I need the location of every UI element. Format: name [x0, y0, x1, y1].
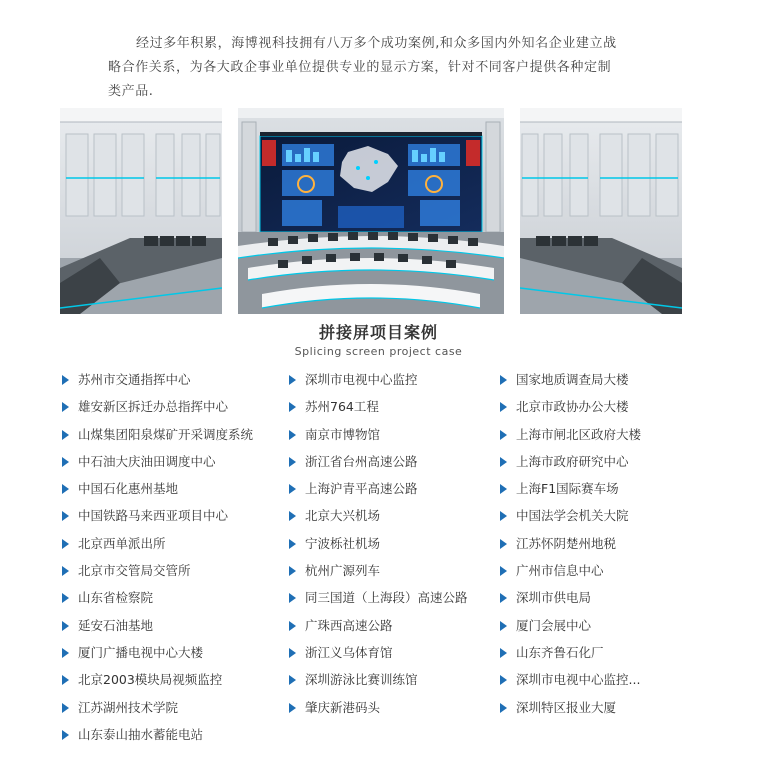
case-name: 深圳市供电局: [516, 590, 592, 606]
triangle-bullet-icon: [62, 457, 69, 467]
triangle-bullet-icon: [289, 593, 296, 603]
case-list-item: [287, 694, 501, 721]
case-list-item: [287, 421, 501, 448]
triangle-bullet-icon: [289, 621, 296, 631]
case-name: 北京市交管局交管所: [78, 563, 191, 579]
case-list-item: [498, 694, 688, 721]
triangle-bullet-icon: [289, 703, 296, 713]
case-list-item: [287, 584, 501, 611]
triangle-bullet-icon: [62, 593, 69, 603]
case-list-column-2: [287, 366, 501, 721]
case-name: 山东省检察院: [78, 590, 154, 606]
triangle-bullet-icon: [62, 703, 69, 713]
case-list-item: [60, 421, 288, 448]
triangle-bullet-icon: [289, 539, 296, 549]
case-list-item: [498, 502, 688, 529]
triangle-bullet-icon: [289, 375, 296, 385]
case-list-item: [60, 393, 288, 420]
case-name: 北京大兴机场: [305, 508, 381, 524]
triangle-bullet-icon: [62, 484, 69, 494]
case-list-item: [287, 666, 501, 693]
triangle-bullet-icon: [500, 457, 507, 467]
case-name: 上海市政府研究中心: [516, 453, 629, 469]
case-name: 中国法学会机关大院: [516, 508, 629, 524]
case-list-item: [60, 557, 288, 584]
intro-line: 类产品.: [108, 84, 154, 99]
case-list-item: [287, 393, 501, 420]
triangle-bullet-icon: [500, 511, 507, 521]
triangle-bullet-icon: [62, 375, 69, 385]
case-name: 南京市博物馆: [305, 426, 381, 442]
case-name: 延安石油基地: [78, 617, 154, 633]
triangle-bullet-icon: [289, 648, 296, 658]
case-name: 苏州764工程: [305, 399, 379, 415]
case-list-item: [287, 502, 501, 529]
case-list-item: [60, 502, 288, 529]
case-list-item: [60, 694, 288, 721]
control-room-photo-right: [520, 108, 682, 314]
case-name: 山煤集团阳泉煤矿开采调度系统: [78, 426, 254, 442]
case-list-item: [498, 366, 688, 393]
case-list-item: [60, 639, 288, 666]
triangle-bullet-icon: [289, 402, 296, 412]
case-name: 宁波栎社机场: [305, 535, 381, 551]
case-name: 深圳特区报业大厦: [516, 699, 617, 715]
triangle-bullet-icon: [289, 566, 296, 576]
triangle-bullet-icon: [500, 539, 507, 549]
intro-line: 经过多年积累，海博视科技拥有八万多个成功案例,和众多国内外知名企业建立战: [136, 36, 617, 51]
case-list-item: [287, 612, 501, 639]
case-list-item: [60, 475, 288, 502]
case-list-item: [498, 584, 688, 611]
case-list-item: [287, 475, 501, 502]
case-name: 杭州广源列车: [305, 563, 381, 579]
case-list-item: [287, 448, 501, 475]
case-list-item: [60, 530, 288, 557]
case-name: 中国铁路马来西亚项目中心: [78, 508, 229, 524]
case-name: 苏州市交通指挥中心: [78, 372, 191, 387]
triangle-bullet-icon: [500, 375, 507, 385]
case-list-item: [287, 530, 501, 557]
triangle-bullet-icon: [62, 402, 69, 412]
triangle-bullet-icon: [500, 566, 507, 576]
case-name: 深圳市电视中心监控...: [516, 672, 641, 688]
triangle-bullet-icon: [289, 511, 296, 521]
triangle-bullet-icon: [62, 511, 69, 521]
case-name: 浙江义乌体育馆: [305, 644, 393, 660]
triangle-bullet-icon: [500, 430, 507, 440]
case-name: 中石油大庆油田调度中心: [78, 453, 216, 469]
triangle-bullet-icon: [289, 457, 296, 467]
case-list-item: [498, 393, 688, 420]
triangle-bullet-icon: [500, 675, 507, 685]
case-name: 山东泰山抽水蓄能电站: [78, 726, 204, 742]
case-list-item: [498, 448, 688, 475]
case-name: 肇庆新港码头: [305, 699, 381, 715]
triangle-bullet-icon: [289, 484, 296, 494]
case-list-item: [498, 639, 688, 666]
triangle-bullet-icon: [62, 621, 69, 631]
case-name: 广珠西高速公路: [305, 617, 393, 633]
case-list-item: [60, 666, 288, 693]
case-name: 上海F1国际赛车场: [516, 481, 619, 497]
case-list-item: [498, 475, 688, 502]
case-list-item: [60, 584, 288, 611]
case-name: 厦门会展中心: [516, 617, 592, 633]
control-room-photo-main: [238, 108, 504, 314]
intro-line: 略合作关系，为各大政企事业单位提供专业的显示方案，针对不同客户提供各种定制: [108, 60, 612, 75]
case-name: 上海市闸北区政府大楼: [516, 426, 642, 442]
triangle-bullet-icon: [500, 621, 507, 631]
case-list-item: [60, 612, 288, 639]
case-list-item: [498, 666, 688, 693]
control-room-photo-left: [60, 108, 222, 314]
triangle-bullet-icon: [62, 539, 69, 549]
case-name: 深圳游泳比赛训练馆: [305, 672, 418, 688]
case-name: 同三国道（上海段）高速公路: [305, 590, 468, 606]
triangle-bullet-icon: [62, 430, 69, 440]
case-name: 江苏湖州技术学院: [78, 699, 179, 715]
case-list-item: [498, 612, 688, 639]
case-name: 北京西单派出所: [78, 535, 166, 551]
triangle-bullet-icon: [500, 402, 507, 412]
triangle-bullet-icon: [62, 675, 69, 685]
case-name: 广州市信息中心: [516, 563, 604, 579]
case-list-item: [60, 366, 288, 393]
case-name: 江苏怀阴楚州地税: [516, 535, 617, 551]
case-name: 国家地质调查局大楼: [516, 372, 629, 387]
section-subtitle: Splicing screen project case: [294, 345, 463, 358]
case-list-column-1: [60, 366, 288, 748]
case-list-item: [287, 639, 501, 666]
triangle-bullet-icon: [289, 430, 296, 440]
case-name: 厦门广播电视中心大楼: [78, 644, 204, 660]
case-name: 山东齐鲁石化厂: [516, 644, 604, 660]
case-name: 上海沪青平高速公路: [305, 481, 418, 497]
case-list-item: [60, 721, 288, 748]
case-list-item: [60, 448, 288, 475]
case-name: 北京市政协办公大楼: [516, 399, 629, 415]
case-name: 雄安新区拆迁办总指挥中心: [78, 399, 229, 415]
triangle-bullet-icon: [500, 703, 507, 713]
case-name: 深圳市电视中心监控: [305, 372, 418, 387]
triangle-bullet-icon: [62, 730, 69, 740]
case-list-item: [498, 557, 688, 584]
case-name: 北京2003模块局视频监控: [78, 672, 223, 688]
case-list-item: [287, 557, 501, 584]
case-name: 浙江省台州高速公路: [305, 453, 418, 469]
case-list-column-3: [498, 366, 688, 721]
triangle-bullet-icon: [500, 648, 507, 658]
triangle-bullet-icon: [62, 648, 69, 658]
case-list-item: [498, 530, 688, 557]
triangle-bullet-icon: [289, 675, 296, 685]
triangle-bullet-icon: [500, 484, 507, 494]
case-list-item: [498, 421, 688, 448]
triangle-bullet-icon: [62, 566, 69, 576]
control-room-photos: [60, 108, 682, 314]
case-name: 中国石化惠州基地: [78, 481, 179, 497]
triangle-bullet-icon: [500, 593, 507, 603]
case-list-item: [287, 366, 501, 393]
intro-paragraph: [108, 32, 668, 104]
section-title: 拼接屏项目案例: [318, 323, 438, 342]
